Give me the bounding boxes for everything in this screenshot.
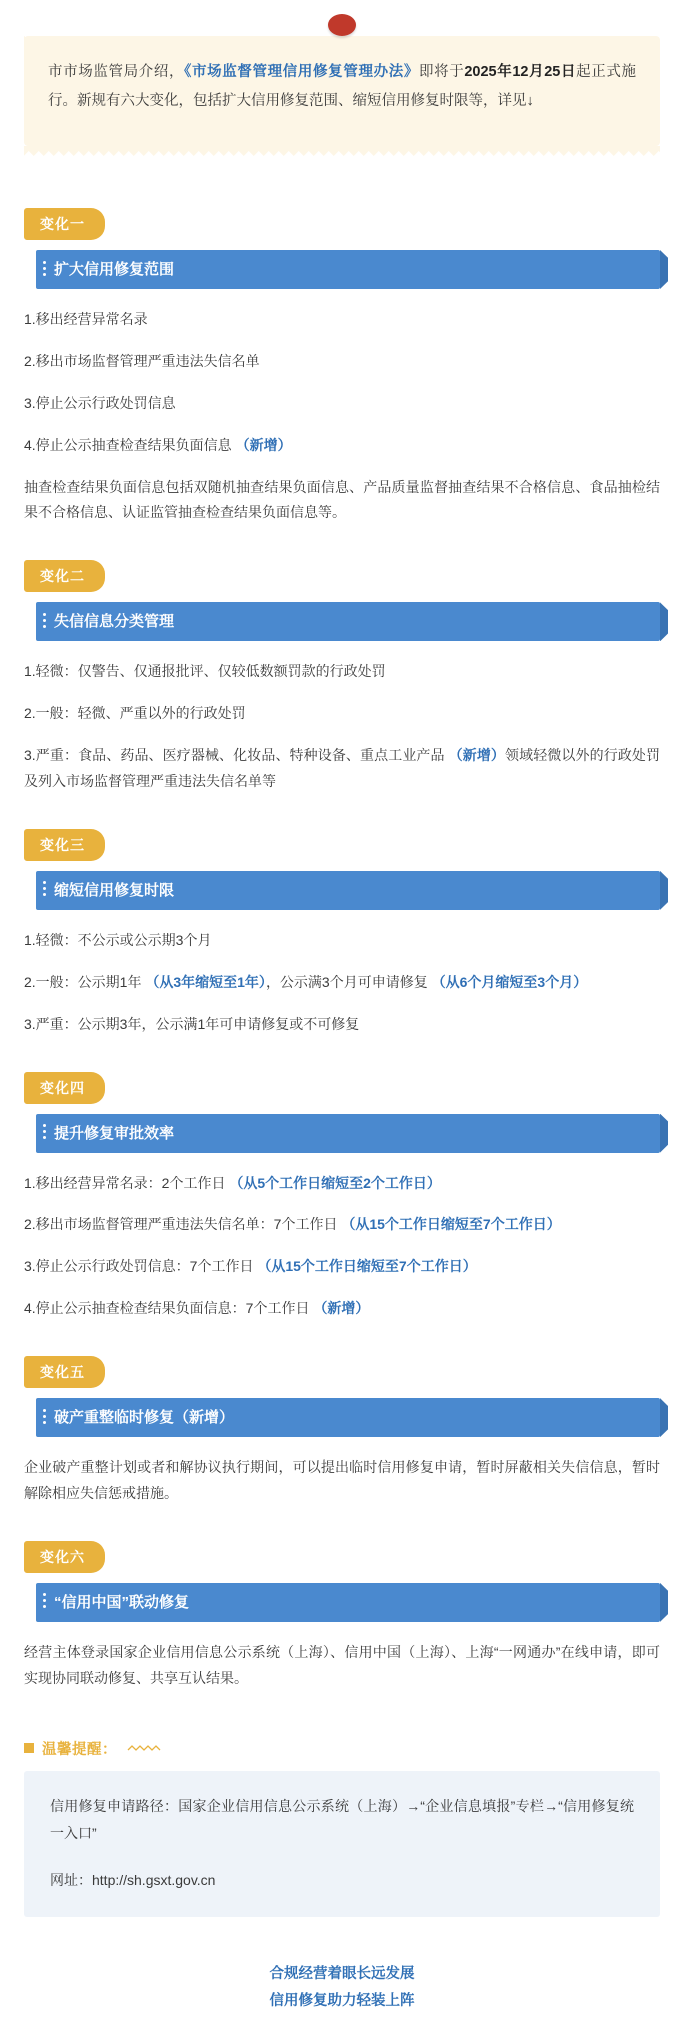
list-item-tail: 领域轻微以外的行政处罚及列入市场监督管理严重违法失信名单等 — [24, 747, 661, 790]
change-badge: （从15个工作日缩短至7个工作日） — [257, 1258, 477, 1275]
section-banner-wrap-4 — [36, 1114, 660, 1153]
section-body-6 — [24, 1640, 660, 1692]
section-tag-3: 变化三 — [24, 829, 105, 861]
banner-tail-icon — [660, 602, 668, 641]
list-item-text: 3.停止公示行政处罚信息：7个工作日 — [24, 1258, 254, 1275]
change-badge-2: （从6个月缩短至3个月） — [431, 973, 588, 990]
banner-tail-icon — [660, 250, 668, 289]
section-body-3 — [24, 928, 660, 1038]
section-banner-wrap-3 — [36, 871, 660, 910]
section-banner-text-1: 扩大信用修复范围 — [54, 261, 175, 278]
banner-tail-icon — [660, 1398, 668, 1437]
list-item — [24, 928, 660, 954]
section-change-1 — [24, 156, 660, 526]
section-banner-text-4: 提升修复审批效率 — [54, 1124, 175, 1142]
change-badge: （从5个工作日缩短至2个工作日） — [229, 1174, 441, 1191]
section-banner-note-5: （新增） — [174, 1409, 235, 1427]
list-item-text: 2.一般：公示期1年 — [24, 973, 142, 990]
section-body-4 — [24, 1171, 660, 1323]
section-tag-6: 变化六 — [24, 1541, 105, 1573]
banner-tail-icon — [660, 1114, 668, 1153]
banner-tail-icon — [660, 1583, 668, 1622]
banner-dots-icon — [43, 1593, 46, 1611]
list-item — [24, 1296, 660, 1322]
change-badge: （从3年缩短至1年） — [145, 973, 266, 990]
list-item-text: 1.移出经营异常名录 — [24, 311, 148, 327]
list-item-text: 1.移出经营异常名录：2个工作日 — [24, 1174, 226, 1191]
list-item — [24, 743, 660, 795]
list-item-text: 3.严重：食品、药品、医疗器械、化妆品、特种设备、重点工业产品 — [24, 747, 445, 764]
section-body-5 — [24, 1455, 660, 1507]
banner-dots-icon — [43, 261, 46, 279]
list-item-text: 3.停止公示行政处罚信息 — [24, 394, 176, 411]
section-banner-4 — [36, 1114, 660, 1153]
list-item — [24, 307, 660, 333]
wave-decoration-icon — [127, 1743, 161, 1753]
section-paragraph-1: 抽查检查结果负面信息包括双随机抽查结果负面信息、产品质量监督抽查结果不合格信息、食品抽检结果不合格信息、认证监管抽查检查结果负面信息等。 — [24, 478, 660, 521]
list-item-text: 2.移出市场监督管理严重违法失信名单：7个工作日 — [24, 1216, 338, 1233]
reminder-line-2: 网址：http://sh.gsxt.gov.cn — [50, 1872, 216, 1889]
footer-line-2: 信用修复助力轻装上阵 — [269, 1993, 415, 2010]
section-banner-5 — [36, 1398, 660, 1437]
section-tag-2: 变化二 — [24, 560, 105, 592]
zigzag-bottom-decoration — [24, 146, 660, 156]
list-item — [24, 659, 660, 685]
reminder-line-1: 信用修复申请路径：国家企业信用信息公示系统（上海）→“企业信息填报”专栏→“信用修复统一入口” — [50, 1797, 634, 1841]
banner-tail-icon — [660, 871, 668, 910]
section-banner-3 — [36, 871, 660, 910]
section-banner-wrap-6 — [36, 1583, 660, 1622]
intro-card — [24, 36, 660, 146]
section-change-3 — [24, 795, 660, 1038]
intro-mid: 即将于 — [418, 64, 465, 80]
list-item — [24, 701, 660, 727]
list-item — [24, 349, 660, 375]
section-banner-wrap-2 — [36, 602, 660, 641]
new-badge: （新增） — [235, 436, 292, 453]
reminder-header — [24, 1738, 660, 1759]
list-item-text: 2.移出市场监督管理严重违法失信名单 — [24, 352, 260, 369]
section-banner-1 — [36, 250, 660, 289]
intro-suffix: 起正式施行。新规有六大变化，包括扩大信用修复范围、缩短信用修复时限等，详见↓ — [48, 64, 637, 109]
list-item — [24, 391, 660, 417]
law-name: 《市场监督管理信用修复管理办法》 — [184, 64, 419, 80]
section-banner-text-6: “信用中国”联动修复 — [54, 1593, 190, 1611]
new-badge: （新增） — [313, 1300, 370, 1317]
banner-dots-icon — [43, 1409, 46, 1427]
reminder-title: 温馨提醒： — [42, 1741, 117, 1758]
section-banner-wrap-1 — [36, 250, 660, 289]
section-change-2 — [24, 526, 660, 795]
intro-paragraph — [48, 58, 636, 116]
section-paragraph-6: 经营主体登录国家企业信用信息公示系统（上海）、信用中国（上海）、上海“一网通办”在线申请，即可实现协同联动修复、共享互认结果。 — [24, 1643, 660, 1686]
red-dot-icon — [328, 14, 356, 36]
section-change-6 — [24, 1507, 660, 1692]
section-banner-2 — [36, 602, 660, 641]
footer-line-1: 合规经营着眼长远发展 — [269, 1965, 415, 1982]
footer-slogan — [24, 1961, 660, 2016]
list-item-text: 2.一般：轻微、严重以外的行政处罚 — [24, 705, 246, 722]
list-item — [24, 1212, 660, 1238]
section-tag-1: 变化一 — [24, 208, 105, 240]
list-item-text: 4.停止公示抽查检查结果负面信息 — [24, 436, 232, 453]
section-body-1 — [24, 307, 660, 526]
section-tag-4: 变化四 — [24, 1072, 105, 1104]
banner-dots-icon — [43, 881, 46, 899]
section-body-2 — [24, 659, 660, 795]
banner-dots-icon — [43, 613, 46, 631]
new-badge: （新增） — [448, 747, 506, 764]
section-banner-text-3: 缩短信用修复时限 — [54, 881, 175, 899]
section-banner-text-2: 失信信息分类管理 — [54, 613, 175, 631]
section-tag-5: 变化五 — [24, 1356, 105, 1388]
section-banner-6 — [36, 1583, 660, 1622]
square-bullet-icon — [24, 1743, 34, 1753]
list-item — [24, 970, 660, 996]
intro-prefix: 市市场监管局介绍， — [48, 64, 185, 80]
list-item-text: 4.停止公示抽查检查结果负面信息：7个工作日 — [24, 1300, 310, 1317]
effective-date: 2025年12月25日 — [464, 64, 577, 80]
section-paragraph-5: 企业破产重整计划或者和解协议执行期间，可以提出临时信用修复申请，暂时屏蔽相关失信信息，暂时解除相应失信惩戒措施。 — [24, 1459, 660, 1502]
section-banner-wrap-5 — [36, 1398, 660, 1437]
list-item — [24, 1171, 660, 1197]
list-item-tail: ，公示满3个月可申请修复 — [265, 973, 428, 990]
list-item-text: 1.轻微：仅警告、仅通报批评、仅较低数额罚款的行政处罚 — [24, 663, 386, 680]
list-item — [24, 1254, 660, 1280]
section-banner-text-5: 破产重整临时修复 — [54, 1409, 175, 1427]
list-item — [24, 1012, 660, 1038]
section-change-4 — [24, 1038, 660, 1323]
reminder-box — [24, 1771, 660, 1917]
change-badge: （从15个工作日缩短至7个工作日） — [341, 1216, 561, 1233]
intro-section — [24, 0, 660, 156]
banner-dots-icon — [43, 1124, 46, 1142]
list-item-text: 1.轻微：不公示或公示期3个月 — [24, 931, 212, 948]
list-item — [24, 433, 660, 459]
list-item-text: 3.严重：公示期3年，公示满1年可申请修复或不可修复 — [24, 1015, 360, 1032]
section-change-5 — [24, 1322, 660, 1507]
